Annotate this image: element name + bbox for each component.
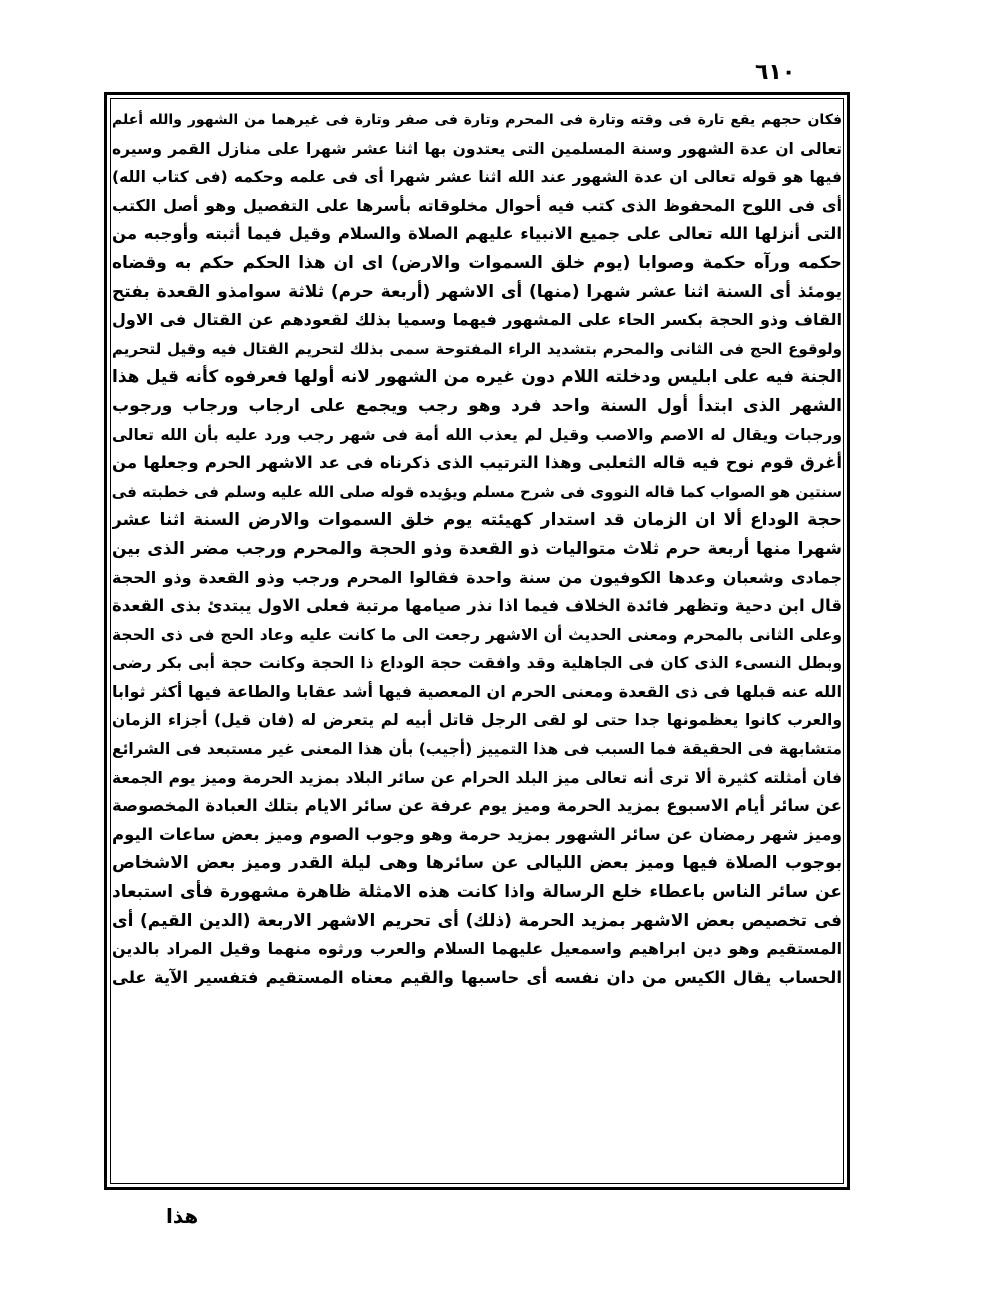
text-line: وبطل النسىء الذى كان فى الجاهلية وقد وافقت حجة الوداع ذا الحجة وكانت حجة أبى بكر رضى <box>112 654 842 673</box>
text-body <box>112 106 842 1186</box>
text-line: أى فى اللوح المحفوظ الذى كتب فيه أحوال مخلوقاته بأسرها على التفصيل وهو أصل الكتب <box>112 195 842 215</box>
text-line: بوجوب الصلاة فيها وميز بعض الليالى عن سائرها وهى ليلة القدر وميز بعض الاشخاص <box>112 853 842 874</box>
text-line: شهرا منها أربعة حرم ثلاث متواليات ذو القعدة وذو الحجة والمحرم ورجب مضر الذى بين <box>112 538 842 559</box>
text-line: التى أنزلها الله تعالى على جميع الانبياء عليهم الصلاة والسلام وقيل فيما أثبته وأوجبه من <box>112 224 842 244</box>
text-line: فكان حجهم يقع تارة فى وقته وتارة فى المحرم وتارة فى صفر وتارة فى غيرهما من الشهور والله أعلم <box>112 112 842 128</box>
text-line: وميز شهر رمضان عن سائر الشهور بمزيد حرمة وهو وجوب الصوم وميز بعض ساعات اليوم <box>112 824 842 844</box>
text-line: ورجبات ويقال له الاصم والاصب وقيل لم يعذب الله أمة فى شهر رجب ورد عليه بأن الله تعالى <box>112 425 842 444</box>
text-line: حكمه ورآه حكمة وصوابا (يوم خلق السموات والارض) اى ان هذا الحكم حكم به وقضاه <box>112 252 842 273</box>
text-line: الحساب يقال الكيس من دان نفسه أى حاسبها والقيم معناه المستقيم فتفسير الآية على <box>112 967 842 987</box>
text-line: فان أمثلته كثيرة ألا ترى أنه تعالى ميز البلد الحرام عن سائر البلاد بمزيد الحرمة وميز يوم الجمعة <box>112 768 842 787</box>
text-line: القاف وذو الحجة بكسر الحاء على المشهور فيهما وسميا بذلك لقعودهم عن القتال فى الاول <box>112 310 842 330</box>
text-line: متشابهة فى الحقيقة فما السبب فى هذا التمييز (أجيب) بأن هذا المعنى غير مستبعد فى الشرائع <box>112 740 842 759</box>
text-line: فى تخصيص بعض الاشهر بمزيد الحرمة (ذلك) أى تحريم الاشهر الاربعة (الدين القيم) أى <box>112 910 842 931</box>
text-line: ولوقوع الحج فى الثانى والمحرم بتشديد الراء المفتوحة سمى بذلك لتحريم القتال فيه وقيل لتحريم <box>112 339 842 358</box>
text-line: تعالى ان عدة الشهور وسنة المسلمين التى يعتدون بها اثنا عشر شهرا على منازل القمر وسيره <box>112 139 842 158</box>
text-line: عن سائر أيام الاسبوع بمزيد الحرمة وميز يوم عرفة عن سائر الايام بتلك العبادة المخصوصة <box>112 796 842 816</box>
text-line: المستقيم وهو دين ابراهيم واسمعيل عليهما السلام والعرب ورثوه منهما وقيل المراد بالدين <box>112 939 842 959</box>
text-line: جمادى وشعبان وعدها الكوفيون من سنة واحدة فقالوا المحرم ورجب وذو القعدة وذو الحجة <box>112 567 842 587</box>
text-line: وعلى الثانى بالمحرم ومعنى الحديث أن الاشهر رجعت الى ما كانت عليه وعاد الحج فى ذى الحجة <box>112 625 842 644</box>
text-line: يومئذ أى السنة اثنا عشر شهرا (منها) أى الاشهر (أربعة حرم) ثلاثة سوامذو القعدة بفتح <box>112 281 842 302</box>
text-line: قال ابن دحية وتظهر فائدة الخلاف فيما اذا نذر صيامها مرتبة فعلى الاول يبتدئ بذى القعدة <box>112 596 842 616</box>
text-line: والعرب كانوا يعظمونها جدا حتى لو لقى الرجل قاتل أبيه لم يتعرض له (فان قيل) أجزاء الزمان <box>112 711 842 730</box>
text-line: أغرق قوم نوح فيه قاله الثعلبى وهذا الترتيب الذى ذكرناه فى عد الاشهر الحرم وجعلها من <box>112 453 842 473</box>
catchword: هذا <box>166 1204 199 1228</box>
page-number: ٦١٠ <box>755 60 796 85</box>
text-line: الشهر الذى ابتدأ أول السنة واحد فرد وهو رجب ويجمع على ارجاب ورجاب ورجوب <box>112 395 842 416</box>
text-line: الجنة فيه على ابليس ودخلته اللام دون غيره من الشهور لانه أولها فعرفوه كأنه قيل هذا <box>112 367 842 388</box>
text-line: سنتين هو الصواب كما قاله النووى فى شرح مسلم ويؤيده قوله صلى الله عليه وسلم فى خطبته فى <box>112 482 842 501</box>
text-line: فيها هو قوله تعالى ان عدة الشهور عند الله اثنا عشر شهرا أى فى علمه وحكمه (فى كتاب الله) <box>112 168 842 187</box>
text-line: حجة الوداع ألا ان الزمان قد استدار كهيئته يوم خلق السموات والارض السنة اثنا عشر <box>112 510 842 531</box>
text-line: الله عنه قبلها فى ذى القعدة ومعنى الحرم ان المعصية فيها أشد عقابا والطاعة فيها أكثر ثوابا <box>112 681 842 701</box>
text-line: عن سائر الناس باعطاء خلع الرسالة واذا كانت هذه الامثلة ظاهرة مشهورة فأى استبعاد <box>112 882 842 903</box>
